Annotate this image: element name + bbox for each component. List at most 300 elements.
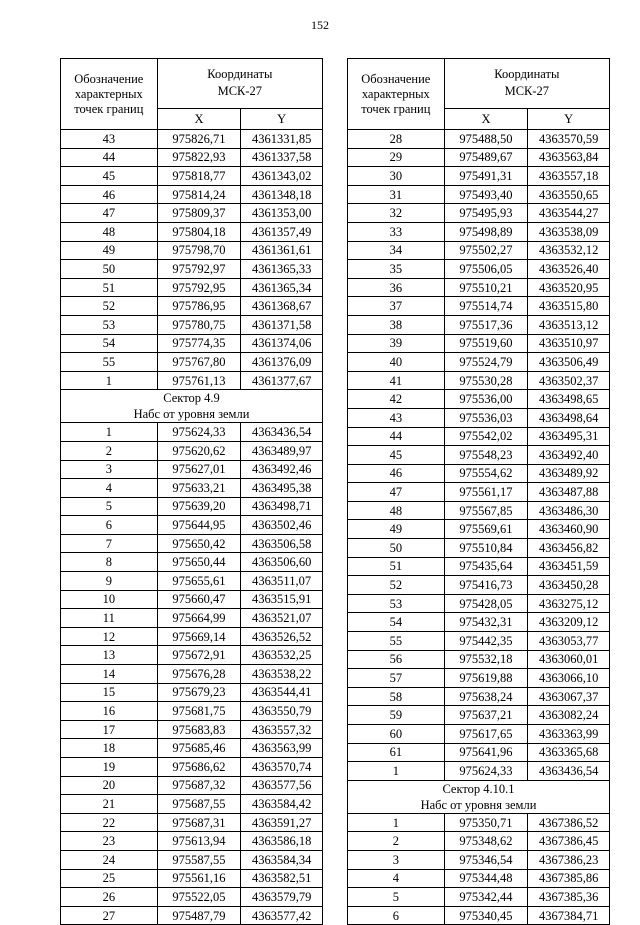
point-number-cell: 4 — [61, 479, 158, 498]
y-coordinate-cell: 4363495,31 — [528, 427, 610, 446]
point-number-cell: 36 — [348, 278, 445, 297]
x-coordinate-cell: 975774,35 — [157, 334, 241, 353]
x-header: X — [444, 108, 528, 129]
x-coordinate-cell: 975655,61 — [157, 572, 241, 591]
y-coordinate-cell: 4363451,59 — [528, 557, 610, 576]
coords-title: Координаты — [494, 67, 560, 82]
y-coordinate-cell: 4363550,65 — [528, 185, 610, 204]
coordinates-table-right — [347, 58, 610, 925]
point-number-cell: 45 — [348, 446, 445, 465]
coords-system: МСК-27 — [217, 84, 263, 99]
table-row — [348, 539, 610, 558]
x-coordinate-cell: 975517,36 — [444, 315, 528, 334]
point-number-cell: 5 — [348, 888, 445, 907]
table-row — [348, 687, 610, 706]
coords-group-header — [444, 59, 609, 109]
table-row — [61, 423, 323, 442]
table-row — [61, 497, 323, 516]
point-number-cell: 56 — [348, 650, 445, 669]
y-coordinate-cell: 4363498,64 — [528, 408, 610, 427]
point-number-cell: 6 — [348, 906, 445, 925]
x-coordinate-cell: 975650,44 — [157, 553, 241, 572]
table-row — [348, 167, 610, 186]
x-coordinate-cell: 975676,28 — [157, 665, 241, 684]
point-number-cell: 17 — [61, 720, 158, 739]
y-header: Y — [241, 108, 323, 129]
table-row — [61, 260, 323, 279]
y-coordinate-cell: 4361361,61 — [241, 241, 323, 260]
y-coordinate-cell: 4367385,86 — [528, 869, 610, 888]
y-coordinate-cell: 4363557,32 — [241, 720, 323, 739]
point-number-cell: 47 — [348, 483, 445, 502]
header-line: Обозначение — [74, 71, 144, 86]
x-coordinate-cell: 975489,67 — [444, 148, 528, 167]
x-coordinate-cell: 975567,85 — [444, 501, 528, 520]
point-number-cell: 30 — [348, 167, 445, 186]
point-number-cell: 27 — [61, 906, 158, 925]
table-row — [61, 702, 323, 721]
y-coordinate-cell: 4367385,36 — [528, 888, 610, 907]
y-coordinate-cell: 4363544,27 — [528, 204, 610, 223]
y-coordinate-cell: 4363275,12 — [528, 594, 610, 613]
point-number-cell: 50 — [348, 539, 445, 558]
y-coordinate-cell: 4361368,67 — [241, 297, 323, 316]
y-coordinate-cell: 4363577,42 — [241, 906, 323, 925]
y-coordinate-cell: 4363526,40 — [528, 260, 610, 279]
point-number-cell: 28 — [348, 130, 445, 149]
x-coordinate-cell: 975432,31 — [444, 613, 528, 632]
point-number-cell: 42 — [348, 390, 445, 409]
point-number-cell: 54 — [61, 334, 158, 353]
table-row — [61, 572, 323, 591]
point-number-cell: 2 — [348, 832, 445, 851]
y-coordinate-cell: 4361353,00 — [241, 204, 323, 223]
y-coordinate-cell: 4361371,58 — [241, 315, 323, 334]
point-number-cell: 5 — [61, 497, 158, 516]
y-coordinate-cell: 4363538,22 — [241, 665, 323, 684]
y-coordinate-cell: 4363502,46 — [241, 516, 323, 535]
x-coordinate-cell: 975780,75 — [157, 315, 241, 334]
x-coordinate-cell: 975613,94 — [157, 832, 241, 851]
table-row — [61, 353, 323, 372]
y-coordinate-cell: 4363487,88 — [528, 483, 610, 502]
x-coordinate-cell: 975554,62 — [444, 464, 528, 483]
point-number-cell: 44 — [348, 427, 445, 446]
y-coordinate-cell: 4363450,28 — [528, 576, 610, 595]
table-row — [348, 130, 610, 149]
y-coordinate-cell: 4363532,12 — [528, 241, 610, 260]
point-number-cell: 13 — [61, 646, 158, 665]
y-coordinate-cell: 4363570,59 — [528, 130, 610, 149]
point-number-cell: 43 — [348, 408, 445, 427]
table-row — [348, 334, 610, 353]
point-number-cell: 41 — [348, 371, 445, 390]
table-row — [61, 776, 323, 795]
y-coordinate-cell: 4363489,97 — [241, 441, 323, 460]
x-coordinate-cell: 975522,05 — [157, 888, 241, 907]
y-coordinate-cell: 4363456,82 — [528, 539, 610, 558]
table-row — [61, 460, 323, 479]
y-coordinate-cell: 4367384,71 — [528, 906, 610, 925]
y-coordinate-cell: 4363570,74 — [241, 758, 323, 777]
point-number-cell: 57 — [348, 669, 445, 688]
x-coordinate-cell: 975493,40 — [444, 185, 528, 204]
section-row — [348, 780, 610, 813]
x-coordinate-cell: 975510,21 — [444, 278, 528, 297]
table-row — [61, 441, 323, 460]
point-number-cell: 1 — [348, 813, 445, 832]
x-coordinate-cell: 975495,93 — [444, 204, 528, 223]
point-number-cell: 49 — [348, 520, 445, 539]
y-coordinate-cell: 4363502,37 — [528, 371, 610, 390]
y-coordinate-cell: 4363591,27 — [241, 813, 323, 832]
x-coordinate-cell: 975685,46 — [157, 739, 241, 758]
point-label-header — [348, 59, 445, 130]
point-number-cell: 11 — [61, 609, 158, 628]
point-number-cell: 7 — [61, 534, 158, 553]
x-coordinate-cell: 975633,21 — [157, 479, 241, 498]
table-row — [348, 869, 610, 888]
x-coordinate-cell: 975350,71 — [444, 813, 528, 832]
point-number-cell: 21 — [61, 795, 158, 814]
point-number-cell: 60 — [348, 725, 445, 744]
coords-group-header — [157, 59, 322, 109]
point-number-cell: 44 — [61, 148, 158, 167]
point-label-header — [61, 59, 158, 130]
point-number-cell: 3 — [61, 460, 158, 479]
point-number-cell: 43 — [61, 130, 158, 149]
x-coordinate-cell: 975342,44 — [444, 888, 528, 907]
point-number-cell: 8 — [61, 553, 158, 572]
table-row — [61, 832, 323, 851]
section-line: Набс от уровня земли — [133, 407, 250, 422]
x-coordinate-cell: 975487,79 — [157, 906, 241, 925]
x-coordinate-cell: 975536,00 — [444, 390, 528, 409]
table-row — [61, 241, 323, 260]
x-coordinate-cell: 975683,83 — [157, 720, 241, 739]
section-line: Набс от уровня земли — [420, 797, 537, 812]
page-number: 152 — [311, 18, 329, 32]
x-coordinate-cell: 975340,45 — [444, 906, 528, 925]
table-row — [61, 720, 323, 739]
table-row — [348, 725, 610, 744]
point-number-cell: 9 — [61, 572, 158, 591]
table-row — [61, 795, 323, 814]
y-coordinate-cell: 4363365,68 — [528, 743, 610, 762]
table-row — [348, 743, 610, 762]
x-coordinate-cell: 975617,65 — [444, 725, 528, 744]
y-coordinate-cell: 4363513,12 — [528, 315, 610, 334]
point-number-cell: 14 — [61, 665, 158, 684]
point-number-cell: 61 — [348, 743, 445, 762]
y-coordinate-cell: 4363209,12 — [528, 613, 610, 632]
section-heading — [348, 780, 610, 813]
point-number-cell: 48 — [348, 501, 445, 520]
header-line: точек границ — [74, 101, 144, 116]
section-line: Сектор 4.9 — [163, 391, 220, 406]
table-row — [61, 516, 323, 535]
y-coordinate-cell: 4363460,90 — [528, 520, 610, 539]
table-row — [348, 260, 610, 279]
x-coordinate-cell: 975491,31 — [444, 167, 528, 186]
x-coordinate-cell: 975826,71 — [157, 130, 241, 149]
x-coordinate-cell: 975679,23 — [157, 683, 241, 702]
point-number-cell: 3 — [348, 850, 445, 869]
point-number-cell: 6 — [61, 516, 158, 535]
x-coordinate-cell: 975624,33 — [444, 762, 528, 781]
coords-title: Координаты — [207, 67, 273, 82]
x-coordinate-cell: 975542,02 — [444, 427, 528, 446]
y-coordinate-cell: 4361331,85 — [241, 130, 323, 149]
y-coordinate-cell: 4363538,09 — [528, 222, 610, 241]
y-coordinate-cell: 4363532,25 — [241, 646, 323, 665]
section-row — [61, 390, 323, 423]
y-coordinate-cell: 4363510,97 — [528, 334, 610, 353]
y-coordinate-cell: 4361337,58 — [241, 148, 323, 167]
y-coordinate-cell: 4363082,24 — [528, 706, 610, 725]
y-coordinate-cell: 4363563,99 — [241, 739, 323, 758]
table-row — [348, 278, 610, 297]
x-coordinate-cell: 975624,33 — [157, 423, 241, 442]
x-coordinate-cell: 975644,95 — [157, 516, 241, 535]
point-number-cell: 52 — [348, 576, 445, 595]
y-coordinate-cell: 4363492,40 — [528, 446, 610, 465]
x-coordinate-cell: 975814,24 — [157, 185, 241, 204]
table-row — [61, 167, 323, 186]
point-number-cell: 52 — [61, 297, 158, 316]
point-number-cell: 58 — [348, 687, 445, 706]
x-coordinate-cell: 975664,99 — [157, 609, 241, 628]
table-row — [348, 148, 610, 167]
table-row — [348, 222, 610, 241]
y-coordinate-cell: 4361348,18 — [241, 185, 323, 204]
table-row — [348, 888, 610, 907]
point-number-cell: 46 — [61, 185, 158, 204]
table-row — [348, 906, 610, 925]
y-coordinate-cell: 4363550,79 — [241, 702, 323, 721]
x-coordinate-cell: 975639,20 — [157, 497, 241, 516]
table-row — [348, 204, 610, 223]
point-number-cell: 38 — [348, 315, 445, 334]
x-coordinate-cell: 975346,54 — [444, 850, 528, 869]
x-coordinate-cell: 975761,13 — [157, 371, 241, 390]
x-coordinate-cell: 975561,17 — [444, 483, 528, 502]
table-row — [61, 869, 323, 888]
y-coordinate-cell: 4363544,41 — [241, 683, 323, 702]
point-number-cell: 16 — [61, 702, 158, 721]
y-coordinate-cell: 4363526,52 — [241, 627, 323, 646]
y-coordinate-cell: 4363584,42 — [241, 795, 323, 814]
point-number-cell: 59 — [348, 706, 445, 725]
table-row — [348, 850, 610, 869]
table-row — [61, 534, 323, 553]
x-coordinate-cell: 975792,95 — [157, 278, 241, 297]
table-row — [348, 669, 610, 688]
y-coordinate-cell: 4363577,56 — [241, 776, 323, 795]
table-row — [348, 353, 610, 372]
table-row — [61, 590, 323, 609]
table-row — [348, 632, 610, 651]
table-row — [61, 813, 323, 832]
header-line: Обозначение — [361, 71, 431, 86]
x-coordinate-cell: 975548,23 — [444, 446, 528, 465]
table-row — [61, 906, 323, 925]
point-number-cell: 2 — [61, 441, 158, 460]
table-row — [61, 185, 323, 204]
x-coordinate-cell: 975767,80 — [157, 353, 241, 372]
table-row — [61, 297, 323, 316]
table-row — [348, 520, 610, 539]
point-number-cell: 51 — [348, 557, 445, 576]
table-row — [61, 739, 323, 758]
y-coordinate-cell: 4363563,84 — [528, 148, 610, 167]
x-coordinate-cell: 975681,75 — [157, 702, 241, 721]
x-coordinate-cell: 975641,96 — [444, 743, 528, 762]
x-coordinate-cell: 975530,28 — [444, 371, 528, 390]
y-coordinate-cell: 4363506,58 — [241, 534, 323, 553]
table-row — [348, 706, 610, 725]
x-coordinate-cell: 975809,37 — [157, 204, 241, 223]
table-row — [61, 646, 323, 665]
table-row — [61, 371, 323, 390]
x-coordinate-cell: 975627,01 — [157, 460, 241, 479]
y-coordinate-cell: 4363486,30 — [528, 501, 610, 520]
x-coordinate-cell: 975519,60 — [444, 334, 528, 353]
x-coordinate-cell: 975818,77 — [157, 167, 241, 186]
x-coordinate-cell: 975502,27 — [444, 241, 528, 260]
y-header: Y — [528, 108, 610, 129]
point-number-cell: 54 — [348, 613, 445, 632]
y-coordinate-cell: 4363066,10 — [528, 669, 610, 688]
y-coordinate-cell: 4363579,79 — [241, 888, 323, 907]
x-coordinate-cell: 975442,35 — [444, 632, 528, 651]
y-coordinate-cell: 4361377,67 — [241, 371, 323, 390]
header-line: характерных — [361, 86, 430, 101]
x-coordinate-cell: 975536,03 — [444, 408, 528, 427]
y-coordinate-cell: 4367386,45 — [528, 832, 610, 851]
table-row — [61, 130, 323, 149]
x-coordinate-cell: 975514,74 — [444, 297, 528, 316]
x-coordinate-cell: 975792,97 — [157, 260, 241, 279]
x-coordinate-cell: 975524,79 — [444, 353, 528, 372]
point-number-cell: 20 — [61, 776, 158, 795]
table-row — [348, 576, 610, 595]
point-number-cell: 29 — [348, 148, 445, 167]
y-coordinate-cell: 4363495,38 — [241, 479, 323, 498]
y-coordinate-cell: 4363506,49 — [528, 353, 610, 372]
point-number-cell: 55 — [348, 632, 445, 651]
coords-system: МСК-27 — [504, 84, 550, 99]
y-coordinate-cell: 4363492,46 — [241, 460, 323, 479]
point-number-cell: 18 — [61, 739, 158, 758]
section-heading — [61, 390, 323, 423]
x-coordinate-cell: 975435,64 — [444, 557, 528, 576]
point-number-cell: 46 — [348, 464, 445, 483]
x-coordinate-cell: 975804,18 — [157, 222, 241, 241]
x-coordinate-cell: 975650,42 — [157, 534, 241, 553]
y-coordinate-cell: 4363436,54 — [241, 423, 323, 442]
y-coordinate-cell: 4361374,06 — [241, 334, 323, 353]
section-line: Сектор 4.10.1 — [442, 781, 515, 796]
x-coordinate-cell: 975687,55 — [157, 795, 241, 814]
table-row — [348, 427, 610, 446]
x-coordinate-cell: 975569,61 — [444, 520, 528, 539]
y-coordinate-cell: 4363515,80 — [528, 297, 610, 316]
header-line: характерных — [74, 86, 143, 101]
point-number-cell: 34 — [348, 241, 445, 260]
point-number-cell: 35 — [348, 260, 445, 279]
y-coordinate-cell: 4363067,37 — [528, 687, 610, 706]
table-row — [61, 627, 323, 646]
y-coordinate-cell: 4363515,91 — [241, 590, 323, 609]
table-row — [348, 446, 610, 465]
point-number-cell: 1 — [61, 423, 158, 442]
header-line: точек границ — [361, 101, 431, 116]
x-coordinate-cell: 975660,47 — [157, 590, 241, 609]
x-coordinate-cell: 975619,88 — [444, 669, 528, 688]
y-coordinate-cell: 4367386,52 — [528, 813, 610, 832]
point-number-cell: 1 — [348, 762, 445, 781]
y-coordinate-cell: 4363498,71 — [241, 497, 323, 516]
table-row — [348, 501, 610, 520]
coordinates-table-left — [60, 58, 323, 925]
table-row — [348, 813, 610, 832]
point-number-cell: 31 — [348, 185, 445, 204]
table-row — [348, 464, 610, 483]
x-coordinate-cell: 975587,55 — [157, 850, 241, 869]
point-number-cell: 53 — [348, 594, 445, 613]
point-number-cell: 49 — [61, 241, 158, 260]
table-row — [348, 315, 610, 334]
table-row — [348, 185, 610, 204]
point-number-cell: 26 — [61, 888, 158, 907]
y-coordinate-cell: 4363584,34 — [241, 850, 323, 869]
point-number-cell: 47 — [61, 204, 158, 223]
table-row — [61, 148, 323, 167]
point-number-cell: 19 — [61, 758, 158, 777]
table-row — [61, 553, 323, 572]
point-number-cell: 55 — [61, 353, 158, 372]
x-coordinate-cell: 975669,14 — [157, 627, 241, 646]
y-coordinate-cell: 4363582,51 — [241, 869, 323, 888]
point-number-cell: 12 — [61, 627, 158, 646]
x-coordinate-cell: 975798,70 — [157, 241, 241, 260]
y-coordinate-cell: 4363511,07 — [241, 572, 323, 591]
table-row — [61, 204, 323, 223]
table-row — [61, 850, 323, 869]
x-coordinate-cell: 975620,62 — [157, 441, 241, 460]
x-coordinate-cell: 975687,32 — [157, 776, 241, 795]
table-row — [61, 758, 323, 777]
x-coordinate-cell: 975561,16 — [157, 869, 241, 888]
point-number-cell: 1 — [61, 371, 158, 390]
point-number-cell: 51 — [61, 278, 158, 297]
point-number-cell: 22 — [61, 813, 158, 832]
y-coordinate-cell: 4363489,92 — [528, 464, 610, 483]
x-coordinate-cell: 975506,05 — [444, 260, 528, 279]
x-coordinate-cell: 975498,89 — [444, 222, 528, 241]
point-number-cell: 24 — [61, 850, 158, 869]
table-row — [348, 297, 610, 316]
y-coordinate-cell: 4363521,07 — [241, 609, 323, 628]
y-coordinate-cell: 4361365,33 — [241, 260, 323, 279]
x-header: X — [157, 108, 241, 129]
x-coordinate-cell: 975348,62 — [444, 832, 528, 851]
point-number-cell: 23 — [61, 832, 158, 851]
table-row — [348, 594, 610, 613]
point-number-cell: 15 — [61, 683, 158, 702]
point-number-cell: 45 — [61, 167, 158, 186]
